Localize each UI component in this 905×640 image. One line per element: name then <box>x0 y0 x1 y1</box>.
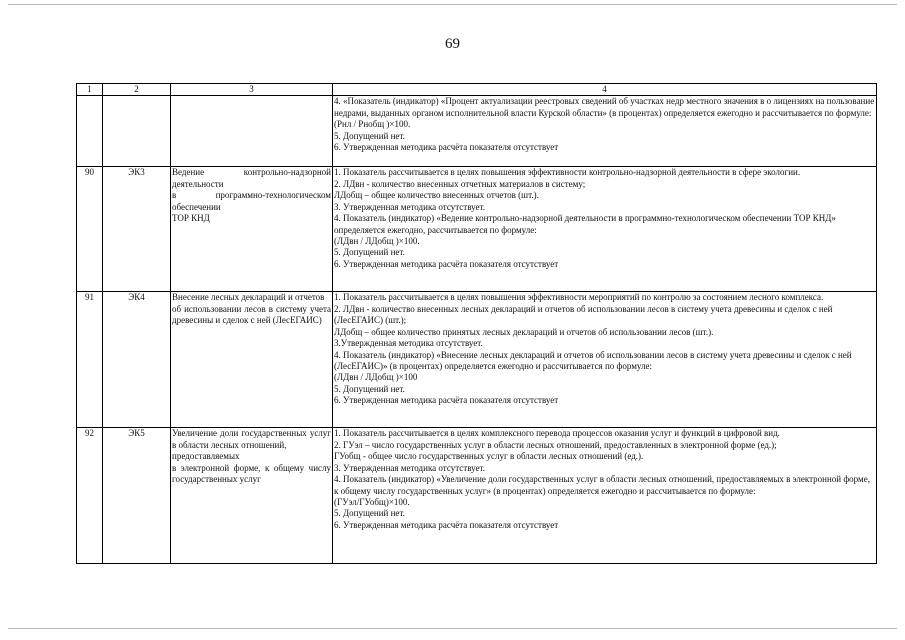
method-line: 4. Показатель (индикатор) «Увеличение доли государственных услуг в области лесных отношений, предоставляемых в электронной форме, к общему числу государственных услуг» (в процентах) определяется ежегодно и рассчитывается по формуле: <box>334 474 870 496</box>
table-row <box>77 96 877 167</box>
method-cell <box>333 96 877 167</box>
indicator-name: Ведение контрольно-надзорной деятельности в программно-технологическом обеспечении ТОР КНД <box>172 167 331 224</box>
header-row <box>77 84 877 96</box>
indicator-name-cell <box>171 428 333 564</box>
row-number: 91 <box>77 292 103 428</box>
row-code: ЭК4 <box>103 292 171 428</box>
method-line: ЛДобщ – общее количество внесенных отчетов (шт.). <box>334 190 539 201</box>
indicators-table <box>76 83 877 564</box>
indicator-name-cell <box>171 167 333 292</box>
scan-bottom-edge <box>8 628 897 629</box>
method-line: 5. Допущений нет. <box>334 508 405 519</box>
row-number <box>77 96 103 167</box>
method-line: 3. Утвержденная методика отсутствует. <box>334 462 486 473</box>
header-col-1: 1 <box>77 84 103 96</box>
row-number: 92 <box>77 428 103 564</box>
page-number: 69 <box>445 36 460 52</box>
method-line: (ГУэл/ГУобщ)×100. <box>334 496 410 507</box>
method-line: ЛДобщ – общее количество принятых лесных деклараций и отчетов об использовании лесов (шт.). <box>334 326 714 337</box>
method-line: 6. Утвержденная методика расчёта показателя отсутствует <box>334 395 559 406</box>
method-line: (ЛДвн / ЛДобщ )×100 <box>334 372 418 383</box>
indicator-name: Внесение лесных деклараций и отчетов об использовании лесов в систему учета древесины и сделок с ней (ЛесЕГАИС) <box>172 292 331 326</box>
method-cell <box>333 428 877 564</box>
row-code: ЭК3 <box>103 167 171 292</box>
method-line: ГУобщ - общее число государственных услуг в области лесных отношений (ед.). <box>334 451 644 462</box>
header-col-2: 2 <box>103 84 171 96</box>
table-row <box>77 167 877 292</box>
method-line: 3. Утвержденная методика отсутствует. <box>334 201 486 212</box>
row-code <box>103 96 171 167</box>
header-col-4: 4 <box>333 84 877 96</box>
method-line: 4. Показатель (индикатор) «Внесение лесных деклараций и отчетов об использовании лесов в систему учета древесины и сделок с ней (ЛесЕГАИС)» (в процентах) определяется ежегодно и рассчитывается по формуле: <box>334 349 852 371</box>
method-line: 2. ЛДвн - количество внесенных лесных деклараций и отчетов об использовании лесов в систему учета древесины и сделок с ней (ЛесЕГАИС) (шт.); <box>334 303 833 326</box>
method-line: 6. Утвержденная методика расчёта показателя отсутствует <box>334 258 559 269</box>
method-cell <box>333 292 877 428</box>
method-line: 5. Допущений нет. <box>334 130 405 141</box>
table-row <box>77 292 877 428</box>
method-line: 5. Допущений нет. <box>334 247 405 258</box>
header-col-3: 3 <box>171 84 333 96</box>
method-line: (ЛДвн / ЛДобщ )×100. <box>334 235 420 246</box>
method-cell <box>333 167 877 292</box>
indicator-name-cell <box>171 96 333 167</box>
method-line: 3.Утвержденная методика отсутствует. <box>334 338 483 349</box>
method-line: 6. Утвержденная методика расчёта показателя отсутствует <box>334 519 559 530</box>
method-line: (Рнл / Рнобщ )×100. <box>334 119 411 130</box>
indicator-name-cell <box>171 292 333 428</box>
row-number: 90 <box>77 167 103 292</box>
row-code: ЭК5 <box>103 428 171 564</box>
method-line: 2. ЛДвн - количество внесенных отчетных материалов в систему; <box>334 178 586 189</box>
method-line: 1. Показатель рассчитывается в целях комплексного перевода процессов оказания услуг и функций в цифровой вид. <box>334 428 780 439</box>
indicator-name: Увеличение доли государственных услуг в области лесных отношений, предоставляемых в электронной форме, к общему числу государственных услуг <box>172 428 331 485</box>
method-line: 4. Показатель (индикатор) «Ведение контрольно-надзорной деятельности в программно-технологическом обеспечении ТОР КНД» определяется ежегодно, рассчитывается по формуле: <box>334 213 836 235</box>
method-line: 1. Показатель рассчитывается в целях повышения эффективности мероприятий по контролю за состоянием лесного комплекса. <box>334 292 824 303</box>
method-line: 4. «Показатель (индикатор) «Процент актуализации реестровых сведений об участках недр местного значения в о лицензиях на пользование недрами, выданных органом исполнительной власти Курской области» (в процентах) определяется ежегодно и рассчитывается по формуле: <box>334 96 875 118</box>
table-row <box>77 428 877 564</box>
method-line: 1. Показатель рассчитывается в целях повышения эффективности контрольно-надзорной деятельности в сфере экологии. <box>334 167 801 178</box>
scan-top-edge <box>8 4 897 5</box>
method-line: 6. Утвержденная методика расчёта показателя отсутствует <box>334 142 559 153</box>
method-line: 5. Допущений нет. <box>334 383 405 394</box>
method-line: 2. ГУэл – число государственных услуг в области лесных отношений, предоставленных в электронной форме (ед.); <box>334 439 777 450</box>
